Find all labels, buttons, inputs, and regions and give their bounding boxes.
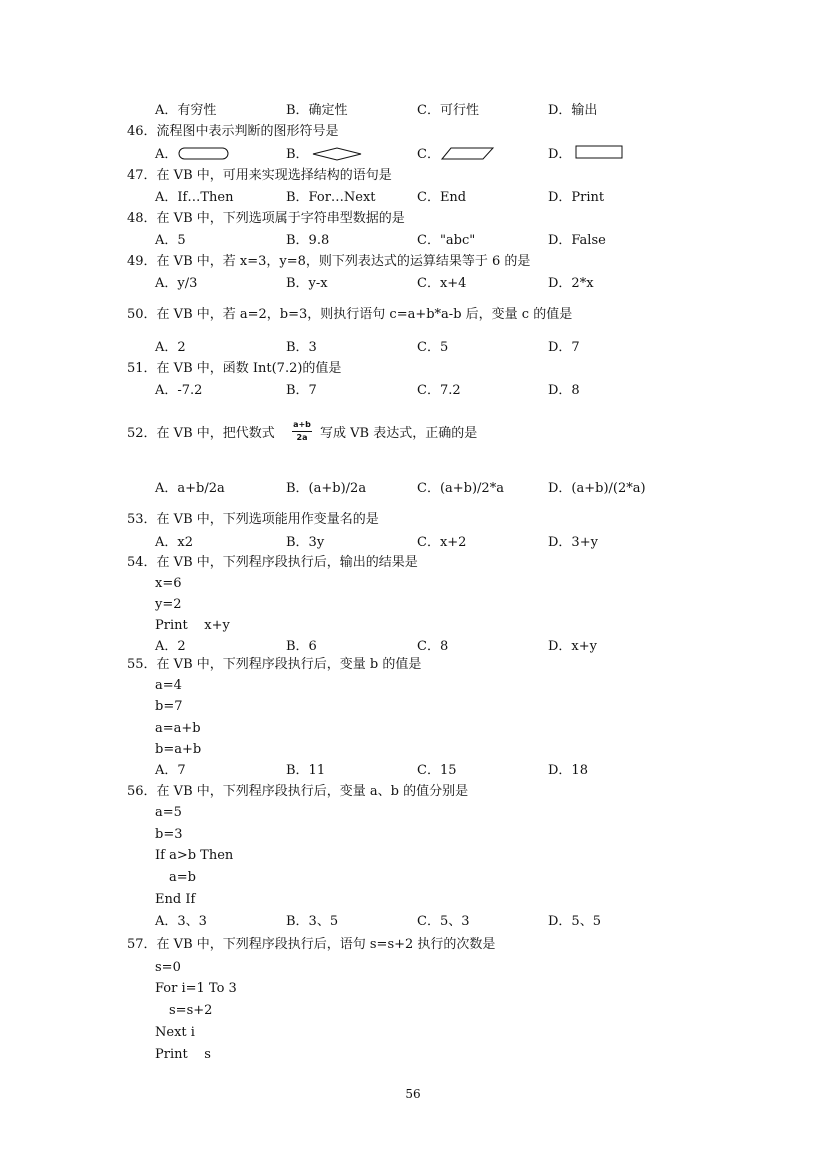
- q51-question: 51．在 VB 中，函数 Int(7.2)的值是: [127, 361, 342, 376]
- q54-option-a: A．2: [155, 639, 186, 654]
- q52-option-a: A．a+b/2a: [155, 481, 225, 496]
- q55-option-d: D．18: [548, 763, 588, 778]
- q45-option-d: D．输出: [548, 103, 598, 118]
- parallelogram-io-icon: [441, 147, 495, 161]
- q50-question: 50．在 VB 中，若 a=2，b=3，则执行语句 c=a+b*a-b 后，变量 c 的值是: [127, 307, 573, 322]
- q50-option-c: C．5: [417, 340, 449, 355]
- q56-option-d: D．5、5: [548, 914, 601, 929]
- q52-option-d: D．(a+b)/(2*a): [548, 481, 646, 496]
- q54-code-line: x=6: [155, 576, 182, 591]
- q55-code-line: a=a+b: [155, 721, 201, 736]
- q56-option-b: B．3、5: [286, 914, 339, 929]
- q45-option-b: B．确定性: [286, 103, 348, 118]
- q55-code-line: b=7: [155, 699, 183, 714]
- q49-question: 49．在 VB 中，若 x=3，y=8，则下列表达式的运算结果等于 6 的是: [127, 254, 531, 269]
- q55-question: 55．在 VB 中，下列程序段执行后，变量 b 的值是: [127, 657, 422, 672]
- q56-code-line: End If: [155, 892, 196, 907]
- decision-diamond-icon: [311, 147, 363, 161]
- q57-code-line: Next i: [155, 1025, 195, 1040]
- q51-option-d: D．8: [548, 383, 580, 398]
- q47-option-b: B．For…Next: [286, 190, 376, 205]
- q56-code-line: a=5: [155, 805, 182, 820]
- q56-option-a: A．3、3: [155, 914, 207, 929]
- q50-option-b: B．3: [286, 340, 317, 355]
- q52-question-prefix: 52．在 VB 中，把代数式: [127, 426, 275, 441]
- q49-option-b: B．y-x: [286, 276, 328, 291]
- q49-option-d: D．2*x: [548, 276, 594, 291]
- q54-option-c: C．8: [417, 639, 449, 654]
- q48-option-a: A．5: [155, 233, 186, 248]
- q47-option-a: A．If…Then: [155, 190, 234, 205]
- q56-code-line: b=3: [155, 827, 183, 842]
- q49-option-c: C．x+4: [417, 276, 467, 291]
- q50-option-d: D．7: [548, 340, 580, 355]
- q54-question: 54．在 VB 中，下列程序段执行后，输出的结果是: [127, 555, 418, 570]
- q56-option-c: C．5、3: [417, 914, 470, 929]
- q52-option-b: B．(a+b)/2a: [286, 481, 367, 496]
- q54-option-d: D．x+y: [548, 639, 597, 654]
- q53-option-b: B．3y: [286, 535, 325, 550]
- q47-option-d: D．Print: [548, 190, 605, 205]
- q56-question: 56．在 VB 中，下列程序段执行后，变量 a、b 的值分别是: [127, 784, 469, 799]
- q51-option-a: A．-7.2: [155, 383, 203, 398]
- q45-option-a: A．有穷性: [155, 103, 217, 118]
- q57-code-line: For i=1 To 3: [155, 981, 237, 996]
- q48-option-b: B．9.8: [286, 233, 330, 248]
- q55-code-line: a=4: [155, 678, 182, 693]
- q48-option-c: C．"abc": [417, 233, 476, 248]
- q51-option-b: B．7: [286, 383, 317, 398]
- q57-code-line: s=s+2: [169, 1003, 213, 1018]
- q50-option-a: A．2: [155, 340, 186, 355]
- q57-question: 57．在 VB 中，下列程序段执行后，语句 s=s+2 执行的次数是: [127, 937, 496, 952]
- q49-option-a: A．y/3: [155, 276, 198, 291]
- q53-option-a: A．x2: [155, 535, 193, 550]
- process-rectangle-icon: [575, 145, 625, 161]
- q48-question: 48．在 VB 中，下列选项属于字符串型数据的是: [127, 211, 405, 226]
- q55-code-line: b=a+b: [155, 742, 202, 757]
- q55-option-a: A．7: [155, 763, 186, 778]
- q52-fraction-numerator: a+b: [292, 420, 312, 432]
- q52-fraction: [292, 420, 312, 443]
- q56-code-line: If a>b Then: [155, 848, 234, 863]
- page-number: 56: [405, 1087, 421, 1101]
- q55-option-b: B．11: [286, 763, 326, 778]
- q51-option-c: C．7.2: [417, 383, 461, 398]
- q53-option-c: C．x+2: [417, 535, 467, 550]
- q46-option-d-label: D．: [548, 147, 572, 162]
- q52-option-c: C．(a+b)/2*a: [417, 481, 504, 496]
- q47-question: 47．在 VB 中，可用来实现选择结构的语句是: [127, 168, 392, 183]
- q46-option-c-label: C．: [417, 147, 440, 162]
- q46-option-b-label: B．: [286, 147, 309, 162]
- q45-option-c: C．可行性: [417, 103, 479, 118]
- q46-option-a-label: A．: [155, 147, 178, 162]
- q52-question-suffix: 写成 VB 表达式，正确的是: [320, 426, 478, 441]
- q57-code-line: s=0: [155, 960, 181, 975]
- q48-option-d: D．False: [548, 233, 606, 248]
- terminal-symbol-icon: [178, 147, 230, 161]
- q55-option-c: C．15: [417, 763, 457, 778]
- q46-question: 46．流程图中表示判断的图形符号是: [127, 124, 339, 139]
- q56-code-line: a=b: [169, 870, 196, 885]
- q54-code-line: y=2: [155, 597, 182, 612]
- q54-code-line: Print x+y: [155, 618, 230, 633]
- q54-option-b: B．6: [286, 639, 317, 654]
- q53-question: 53．在 VB 中，下列选项能用作变量名的是: [127, 512, 379, 527]
- q52-fraction-denominator: 2a: [296, 433, 308, 442]
- q57-code-line: Print s: [155, 1047, 211, 1062]
- q47-option-c: C．End: [417, 190, 467, 205]
- q53-option-d: D．3+y: [548, 535, 598, 550]
